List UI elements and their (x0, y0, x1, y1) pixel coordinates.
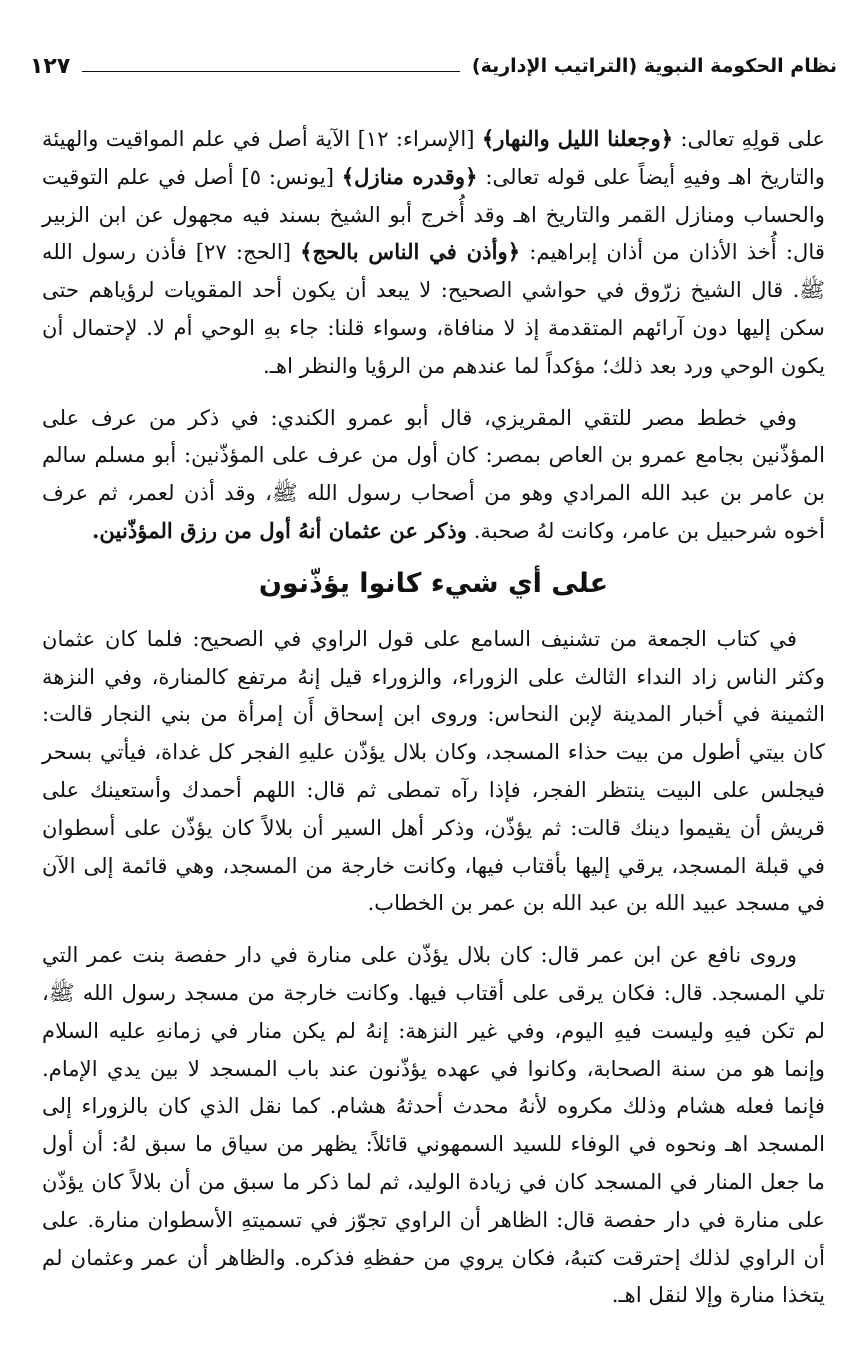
quran-verse-3: ﴿وأذن في الناس بالحج﴾ (300, 239, 521, 265)
page-number: ١٢٧ (30, 53, 71, 79)
paragraph-1 (42, 120, 825, 385)
paragraph-1-text-2: [الإسراء: ١٢] الآية أصل في علم المواقيت والهيئة والتاريخ اهـ وفيهِ أيضاً على قوله تعالى: (42, 126, 826, 189)
running-header (30, 46, 837, 86)
paragraph-4: وروى نافع عن ابن عمر قال: كان بلال يؤذّن على منارة في دار حفصة بنت عمر التي تلي المسجد. قال: فكان يرقى على أقتاب فيها. وكانت خارجة من مسجد رسول الله ﷺ، لم تكن فيهِ وليست فيهِ اليوم، وفي غير النزهة: إنهُ لم يكن منار في زمانهِ عليه السلام وإنما هو من سنة الصحابة، وكانوا في عهده يؤذّنون عند باب المسجد لا بين يدي الإمام. فإنما فعله هشام وذلك مكروه لأنهُ محدث أحدثهُ هشام. كما نقل الذي كان بالزوراء إلى المسجد اهـ ونحوه في الوفاء للسيد السمهوني قائلاً: يظهر من سياق ما سبق لهُ: أن أول ما جعل المنار في المسجد كان في زيادة الوليد، ثم لما ذكر ما سبق من أن بلالاً كان يؤذّن على منارة في دار حفصة قال: الظاهر أن الراوي تجوّز في تسميتهِ الأسطوان منارة. على أن الراوي لذلك إحترقت كتبهُ، فكان يروي من حفظهِ فذكره. والظاهر أن عمر وعثمان لم يتخذا منارة وإلا لنقل اهـ. (42, 942, 825, 1308)
quran-verse-1: ﴿وجعلنا الليل والنهار﴾ (481, 126, 674, 151)
paragraph-2-bold-sentence: وذكر عن عثمان أنهُ أول من رزق المؤذّنين. (92, 517, 467, 543)
quran-verse-2: ﴿وقدره منازل﴾ (341, 163, 478, 189)
paragraph-2 (42, 399, 825, 550)
section-heading: على أي شيء كانوا يؤذّنون (258, 567, 609, 599)
paragraph-3: في كتاب الجمعة من تشنيف السامع على قول الراوي في الصحيح: فلما كان عثمان وكثر الناس زاد النداء الثالث على الزوراء، والزوراء قيل إنهُ مرتفع كالمنارة، وفي النزهة الثمينة في أخبار المدينة لإبن النحاس: وروى ابن إسحاق أَن إمرأة من بني النجار قالت: كان بيتي أطول من بيت حذاء المسجد، وكان بلال يؤذّن عليهِ الفجر كل غداة، فيأتي بسحر فيجلس على البيت ينتظر الفجر، فإذا رآه تمطى ثم قال: اللهم أحمدك وأستعينك على قريش أن يقيموا دينك قالت: ثم يؤذّن، وذكر أهل السير أن بلالاً كان يؤذّن على أسطوان في قبلة المسجد، يرقي إليها بأقتاب فيها، وكانت خارجة من المسجد، وهي قائمة إلى الآن في مسجد عبيد الله بن عبد الله بن عمر بن الخطاب. (42, 625, 825, 916)
header-title: نظام الحكومة النبوية (التراتيب الإدارية) (471, 55, 837, 77)
header-rule (82, 71, 460, 72)
body-text (42, 120, 825, 1314)
paragraph-2-text-1: وفي خطط مصر للتقي المقريزي، قال أبو عمرو الكندي: في ذكر من عرف على المؤذّنين بجامع عمرو بن العاص بمصر: كان أول من عرف على المؤذّنين: أبو مسلم سالم بن عامر بن عبد الله المرادي وهو من أصحاب رسول الله ﷺ، وقد أذن لعمر، ثم عرف أخوه شرحبيل بن عامر، وكانت لهُ صحبة. (42, 404, 825, 543)
paragraph-1-text-4: [الحج: ٢٧] فأذن رسول الله ﷺ. قال الشيخ زرّوق في حواشي الصحيح: لا يبعد أن يكون أحد المقويات لرؤياهم حتى سكن إليها دون آرائهم المتقدمة إذ لا منافاة، وسواء قلنا: جاء بهِ الوحي أم لا. لإحتمال أن يكون الوحي ورد بعد ذلك؛ مؤكداً لما عندهم من الرؤيا والنظر اهـ. (42, 239, 825, 378)
paragraph-1-text-1: على قولِهِ تعالى: (673, 126, 825, 151)
paragraph-1-text-3: [يونس: ٥] أصل في علم التوقيت والحساب ومنازل القمر والتاريخ اهـ وقد أُخرج أبو الشيخ بسند فيه مجهول عن ابن الزبير قال: أُخذ الأذان من أذان إبراهيم: (42, 163, 825, 265)
